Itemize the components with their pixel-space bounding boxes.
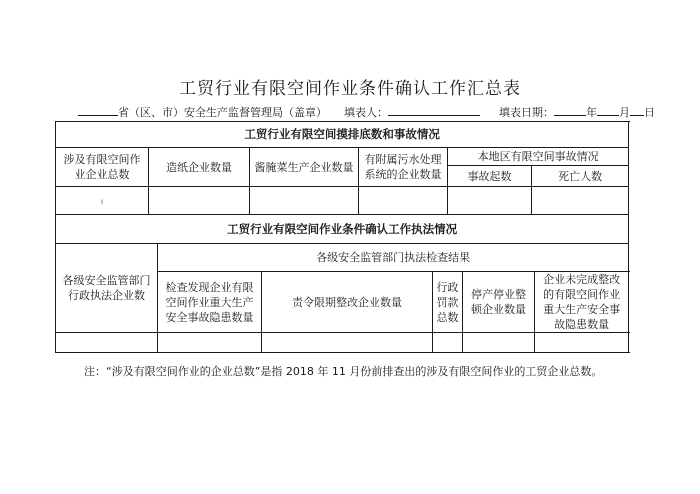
section2-data-row bbox=[56, 333, 629, 353]
col-result-group: 各级安全监管部门执法检查结果 bbox=[158, 244, 629, 272]
cell-suspend[interactable] bbox=[463, 333, 535, 353]
cell-dept[interactable] bbox=[56, 333, 158, 353]
section1-heading: 工贸行业有限空间摸排底数和事故情况 bbox=[56, 122, 629, 148]
section2-heading-row bbox=[56, 215, 629, 244]
cell-fine[interactable] bbox=[433, 333, 463, 353]
col-fine: 行政罚款总数 bbox=[433, 272, 463, 333]
day-blank[interactable] bbox=[630, 104, 644, 116]
col-sewage-enterprises: 有附属污水处理系统的企业数量 bbox=[359, 148, 448, 187]
col-found-hazards: 检查发现企业有限空间作业重大生产安全事故隐患数量 bbox=[158, 272, 262, 333]
cell-unfinished[interactable] bbox=[535, 333, 629, 353]
date-label: 填表日期： bbox=[499, 106, 554, 119]
col-total-enterprises: 涉及有限空间作业企业总数 bbox=[56, 148, 149, 187]
province-label: 省（区、市）安全生产监督管理局（盖章） bbox=[118, 106, 327, 119]
col-rectify: 责令限期整改企业数量 bbox=[262, 272, 433, 333]
section1-heading-row bbox=[56, 122, 629, 148]
page-title: 工贸行业有限空间作业条件确认工作汇总表 bbox=[179, 79, 521, 99]
cell-pickle[interactable] bbox=[250, 187, 359, 215]
col-paper-enterprises: 造纸企业数量 bbox=[149, 148, 250, 187]
meta-line bbox=[78, 104, 698, 120]
col-deaths: 死亡人数 bbox=[532, 166, 629, 187]
cell-deaths[interactable] bbox=[532, 187, 629, 215]
section2-heading: 工贸行业有限空间作业条件确认工作执法情况 bbox=[56, 215, 629, 244]
cell-total[interactable] bbox=[56, 187, 149, 215]
year-label: 年 bbox=[586, 106, 597, 119]
cell-rectify[interactable] bbox=[262, 333, 433, 353]
col-suspend: 停产停业整顿企业数量 bbox=[463, 272, 535, 333]
month-blank[interactable] bbox=[597, 104, 619, 116]
cell-found[interactable] bbox=[158, 333, 262, 353]
filler-blank[interactable] bbox=[388, 104, 480, 116]
month-label: 月 bbox=[619, 106, 630, 119]
day-label: 日 bbox=[644, 106, 655, 119]
col-accident-count: 事故起数 bbox=[448, 166, 532, 187]
col-dept-enforcement: 各级安全监管部门行政执法企业数 bbox=[56, 244, 158, 333]
year-blank[interactable] bbox=[554, 104, 586, 116]
summary-table bbox=[55, 121, 629, 353]
col-accident-group: 本地区有限空间事故情况 bbox=[448, 148, 629, 166]
filler-label: 填表人： bbox=[344, 106, 388, 119]
cell-mark: ı bbox=[100, 196, 104, 206]
col-pickle-enterprises: 酱腌菜生产企业数量 bbox=[250, 148, 359, 187]
col-unfinished: 企业未完成整改的有限空间作业重大生产安全事故隐患数量 bbox=[535, 272, 629, 333]
footnote: 注：“涉及有限空间作业的企业总数”是指 2018 年 11 月份前排查出的涉及有限空间作业的工贸企业总数。 bbox=[84, 365, 603, 378]
cell-sewage[interactable] bbox=[359, 187, 448, 215]
cell-paper[interactable] bbox=[149, 187, 250, 215]
section1-data-row bbox=[56, 187, 629, 215]
province-blank[interactable] bbox=[78, 104, 118, 116]
cell-accident-count[interactable] bbox=[448, 187, 532, 215]
